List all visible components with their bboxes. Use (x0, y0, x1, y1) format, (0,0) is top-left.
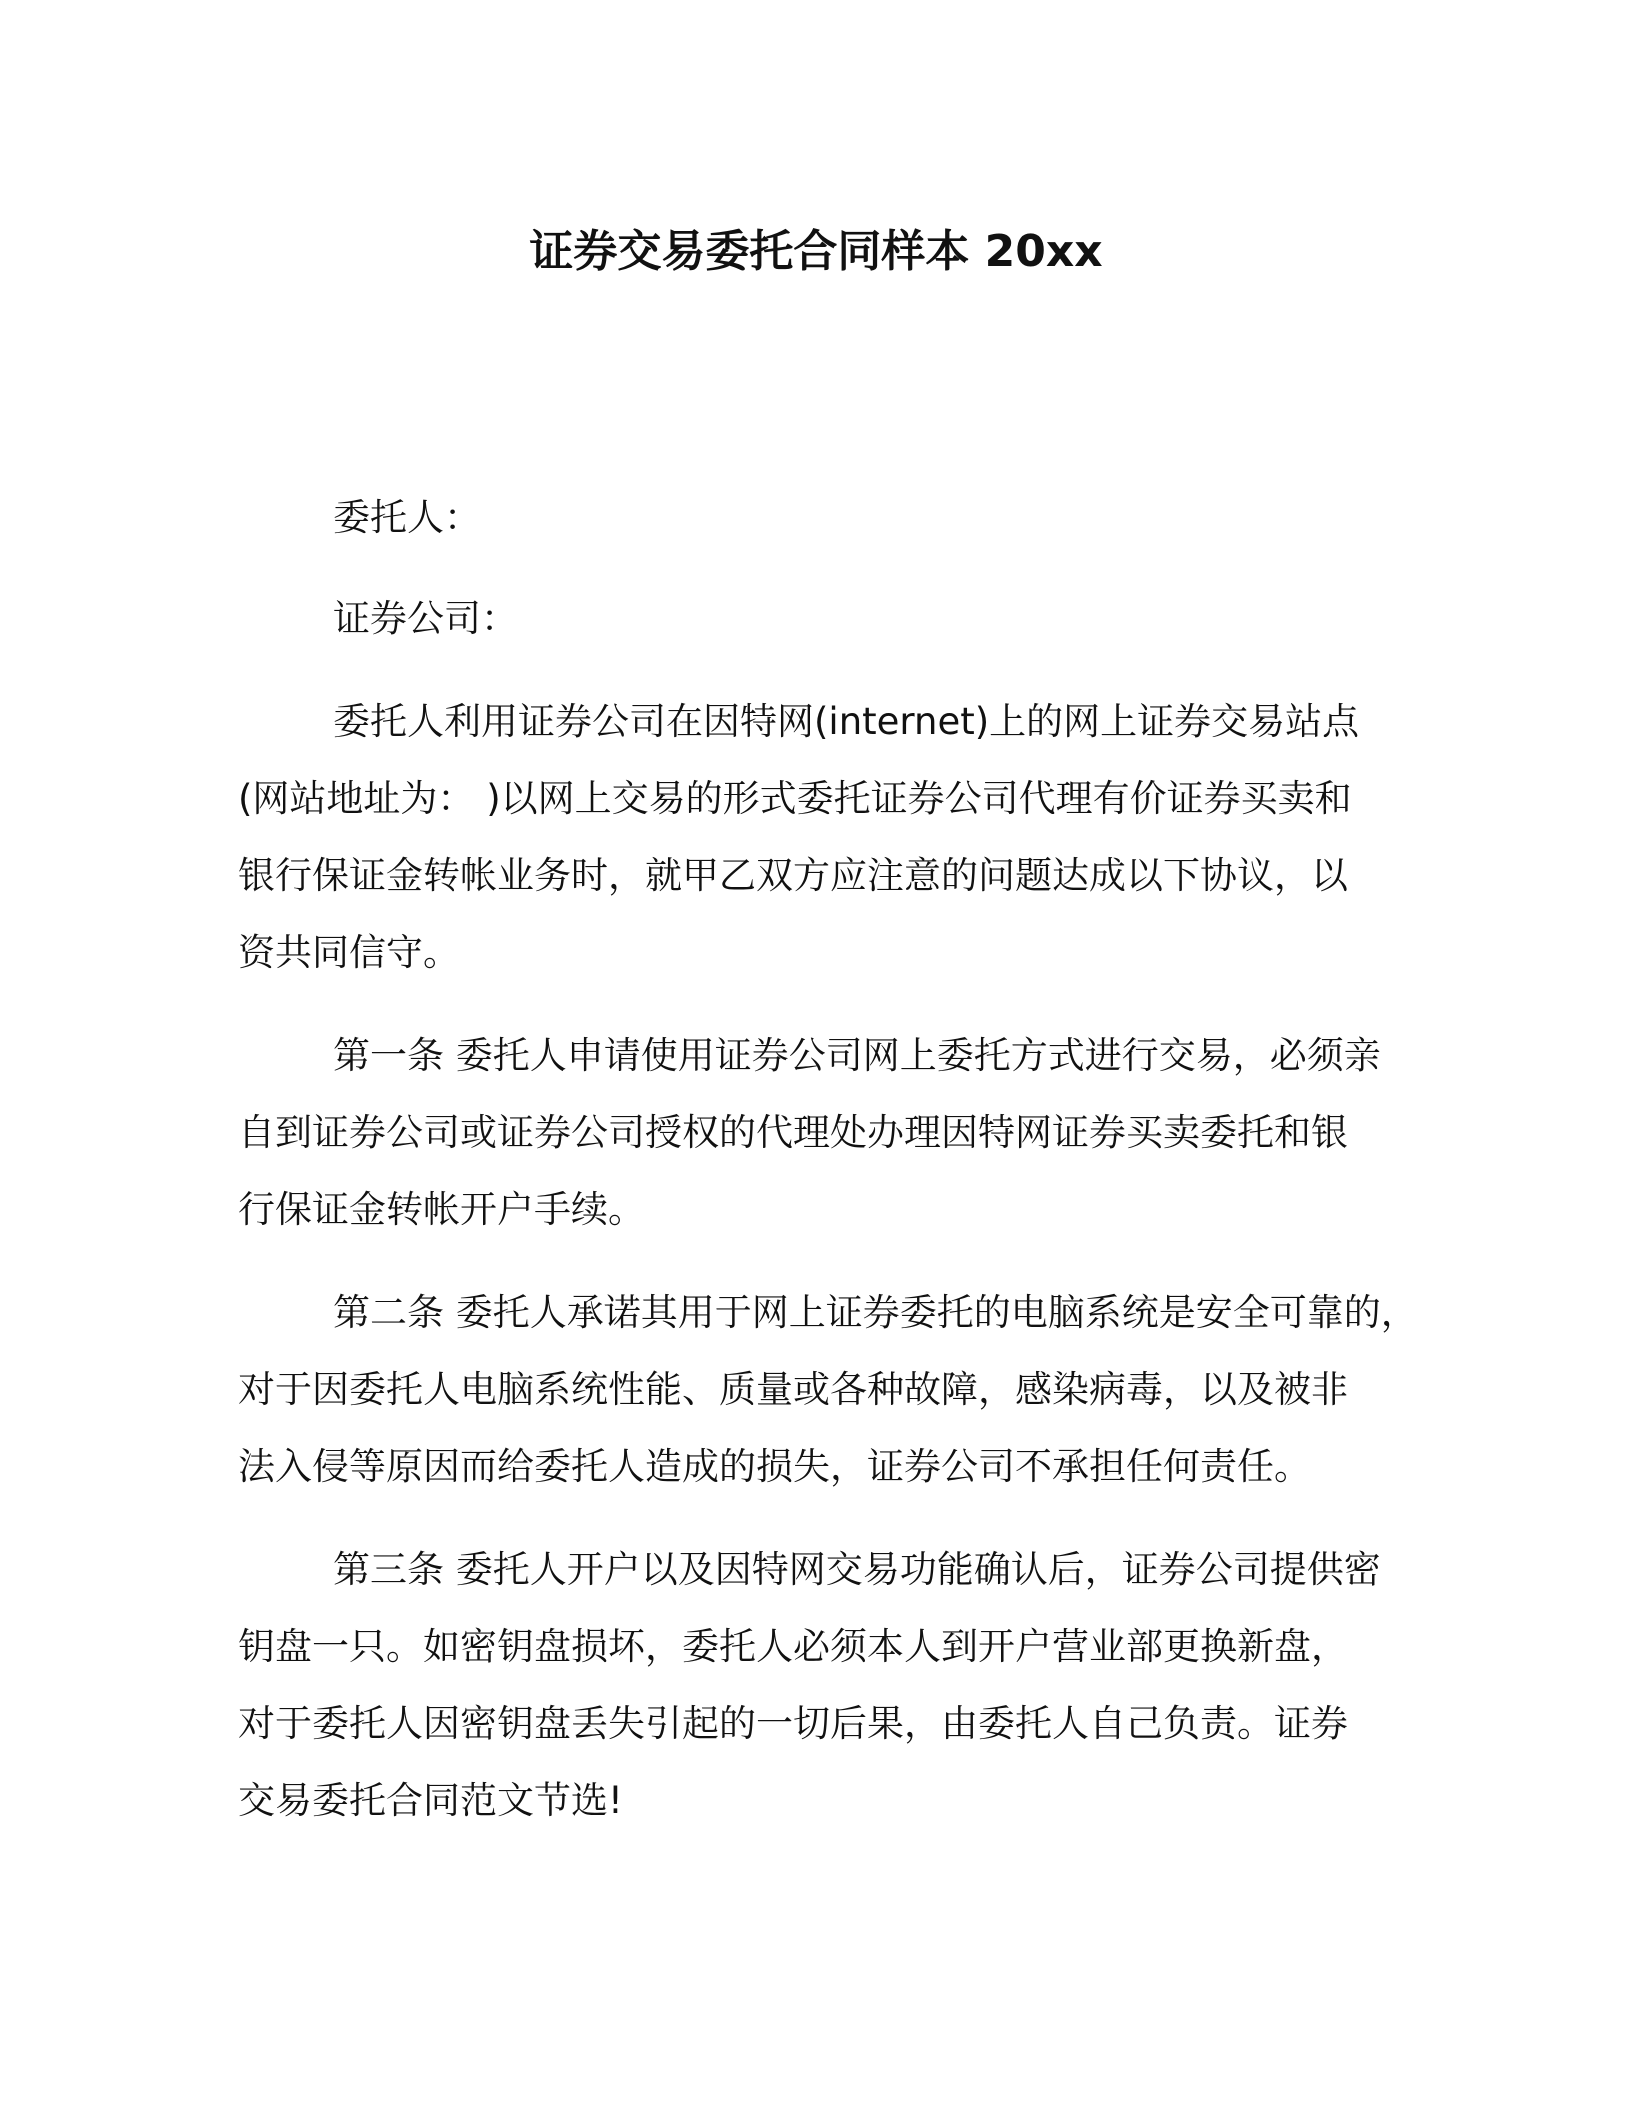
article-1-line-1: 第一条 委托人申请使用证券公司网上委托方式进行交易，必须亲 (333, 1034, 1381, 1077)
article-3-line-1: 第三条 委托人开户以及因特网交易功能确认后，证券公司提供密 (333, 1548, 1381, 1591)
preamble-line-2: (网站地址为： )以网上交易的形式委托证券公司代理有价证券买卖和 (238, 777, 1352, 820)
preamble-line-1: 委托人利用证券公司在因特网(internet)上的网上证券交易站点 (333, 700, 1360, 743)
article-3-line-4: 交易委托合同范文节选! (238, 1779, 623, 1822)
article-3-line-3: 对于委托人因密钥盘丢失引起的一切后果，由委托人自己负责。证券 (238, 1702, 1348, 1745)
preamble-line-4: 资共同信守。 (238, 931, 460, 974)
document-title: 证券交易委托合同样本 20xx (529, 226, 1103, 277)
article-2-line-3: 法入侵等原因而给委托人造成的损失，证券公司不承担任何责任。 (238, 1445, 1311, 1488)
preamble-line-3: 银行保证金转帐业务时，就甲乙双方应注意的问题达成以下协议，以 (238, 854, 1348, 897)
article-2-line-2: 对于因委托人电脑系统性能、质量或各种故障，感染病毒，以及被非 (238, 1368, 1348, 1411)
article-2-line-1: 第二条 委托人承诺其用于网上证券委托的电脑系统是安全可靠的， (333, 1291, 1418, 1334)
article-3-line-2: 钥盘一只。如密钥盘损坏，委托人必须本人到开户营业部更换新盘， (238, 1625, 1348, 1668)
article-1-line-2: 自到证券公司或证券公司授权的代理处办理因特网证券买卖委托和银 (238, 1111, 1348, 1154)
article-1-line-3: 行保证金转帐开户手续。 (238, 1188, 645, 1231)
company-label: 证券公司： (333, 597, 518, 640)
client-label: 委托人： (333, 496, 481, 539)
